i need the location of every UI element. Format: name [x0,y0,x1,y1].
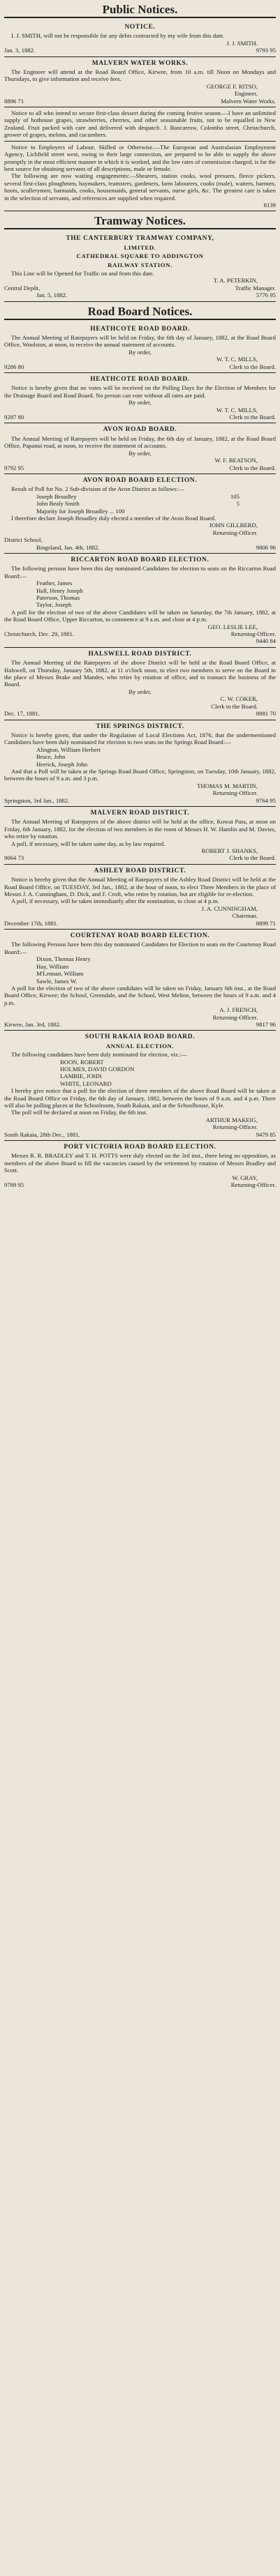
notice-code: 8896 71 [4,97,24,105]
notice-signature: T. A. PETERKIN, [213,277,258,285]
notice-footer [4,98,276,105]
candidate-name: Joseph Broadley [36,492,77,500]
notice-signature-title: Traffic Manager. [235,284,276,291]
notice-code: 9440 84 [256,637,276,645]
notice-signature: GEORGE F. RITSO, [206,82,258,90]
notice-code: 9792 95 [4,464,24,471]
notice-footer [4,464,276,471]
notice-footer [4,1021,276,1028]
notice-body: The following candidates have been duly nominated for election, viz.:— [11,1051,188,1059]
notice-code: 8899 71 [256,919,276,927]
notice-title: Clerk to the Board. [229,414,276,421]
notice-signature: W. GRAY, [232,1174,258,1181]
candidate-name: Sawle, James W. [36,977,78,985]
notice-title: Clerk to the Board. [229,363,276,370]
notice-title: Returning-Officer. [230,630,276,638]
notice-date: Bingsland, Jan. 4th, 1882. [36,543,100,551]
notice-headline: MALVERN ROAD DISTRICT. [90,809,190,817]
notice-code: 9817 96 [256,1020,276,1028]
notice-south-rakaia [4,1031,276,1141]
notice-heathcote-1 [4,323,276,373]
notice-body-2: I hereby give notice that a poll for the election of three members of the above Road Board will be taken at the Road Board Office on Friday, the 6th day of January, 1882, between the hours of 9 a.m. and 4 p.m. There will also be polling places at the Schoolroom, South Rakaia, and at the Schoolhouse, Kyle. [4,1087,276,1109]
notice-headline-4: RAILWAY STATION. [108,261,172,268]
notice-signature-title: Returning-Officer. [212,789,258,797]
notice-headline: RICCARTON ROAD BOARD ELECTION. [71,556,209,563]
notice-headline: PORT VICTORIA ROAD BOARD ELECTION. [64,1144,216,1151]
notice-date: South Rakaia, 28th Dec., 1881. [4,1130,80,1138]
notice-headline-2: LIMITED. [124,243,156,251]
notice-date: Springston, 3rd Jan., 1882. [4,796,70,804]
notice-body: Messrs R. R. BRADLEY and T. H. POTTS were duly elected on the 3rd inst., there being no opposition, as members of the above Board to fill the vacancies caused by the retirement by rotation of Messrs Bradley and Scott. [4,1152,276,1174]
notice-employment [4,142,276,212]
notice-malvern-road [4,807,276,865]
notice-avon [4,423,276,473]
notice-by-order: By order, [128,449,152,457]
candidate-name: HOLMES, DAVID GORDON [60,1065,135,1073]
candidate-votes: 5 [236,500,240,508]
notice-signature: J. A. CUNNINGHAM, [201,904,258,912]
notice-signature-title: Returning-Officer. [212,529,258,536]
notice-by-order: By order, [128,688,152,695]
notice-headline: HEATHCOTE ROAD BOARD. [90,325,190,333]
notice-code: 5776 95 [256,291,276,299]
notice-by-order: By order, [128,399,152,407]
notice-footer-1 [4,630,276,637]
notice-headline: THE SPRINGS DISTRICT. [96,722,184,730]
notice-signature-org: Malvern Water Works. [221,97,276,105]
notice-footer [4,854,276,861]
notice-avon-election [4,474,276,554]
notice-body-2: A poll, if necessary, will be taken same day, as by law required. [11,840,165,847]
notice-signature-title: Returning-Officer. [212,1123,258,1131]
notice-footer-2 [4,291,276,298]
notice-port-victoria [4,1141,276,1190]
notice-signature: W. T. C. MILLS, [216,356,258,363]
candidate-name: Taylor, Joseph [36,601,72,609]
notice-signature-title: Engineer, [234,90,258,98]
notice-headline: ASHLEY ROAD DISTRICT. [94,867,186,874]
candidate-votes: 105 [230,492,240,500]
notice-body: I. J. SMITH, will not be responsible for any debts contracted by my wife from this date. [11,32,225,40]
notice-smith [4,21,276,57]
notice-signature: ROBERT J. SHANKS, [201,847,258,854]
notice-footer [4,1131,276,1138]
notice-signature: C. W. COKER, [220,695,258,703]
candidate-name: LAMBIE, JOHN [60,1073,102,1080]
notice-footer [4,710,276,717]
notice-footer [4,544,276,551]
candidate-name: Paterson, Thomas [36,594,80,601]
notice-body: The Annual Meeting of Ratepayers will be held on Friday, the 6th day of January, 1882, at the Road Board Office, Papanui road, at noon, to receive the statement of accounts. [4,434,276,450]
notice-headline: AVON ROAD BOARD ELECTION. [82,476,198,484]
notice-place: District School, [4,536,43,544]
notice-riccarton [4,554,276,648]
notice-body: The Engineer will attend at the Road Board Office, Kirwee, from 10 a.m. till Noon on Mondays and Thursdays, to give information and receive fees. [4,68,276,83]
notice-code: 9064 73 [4,854,24,862]
notice-body-2: And that a Poll will be taken at the Springs Road Board Office, Springston, on Tuesday, 10th January, 1882, between the hours of 9 a.m. and 3 p.m. [4,767,276,782]
notice-body-2: I therefore declare Joseph Broadley duly elected a member of the Avon Road Board. [11,514,216,522]
notice-signature: GEO. LESLIE LEE, [207,623,258,630]
notice-headline: THE CANTERBURY TRAMWAY COMPANY, [66,235,214,243]
notice-signature: ARTHUR MAKEIG, [205,1116,258,1123]
section-header-road-board: Road Board Notices. [4,303,276,320]
notice-footer [4,47,276,54]
notice-body: The following persons have been this day nominated Candidates for election to seats on the Riccarton Road Board:— [4,565,276,579]
notice-courtenay [4,930,276,1031]
notice-body: Notice is hereby given that no votes will be received on the Polling Days for the Election of Members for the Drainage Board and Road Board. No person can vote without all rates are paid. [4,384,276,399]
notice-tramway [4,232,276,301]
notice-body: The Annual Meeting of Ratepayers of the above district will be held at the office, Kowai Pass, at noon on Friday, 6th January, 1882, for the election of two members in the room of Messrs H. W. Hamlin and M. Davies, who retire by rotation. [4,818,276,840]
notice-body: Notice is hereby given, that under the Regulation of Local Elections Act, 1876, that the undermentioned Candidates have been duly nominated for election to two seats on the Springs Road Board:— [4,731,276,746]
candidate-name: WHITE, LEONARD [60,1079,112,1087]
notice-code: 8881 70 [256,710,276,718]
notice-signature-title: Clerk to the Board. [211,702,258,710]
majority-line: Majority for Joseph Broadley ... 100 [36,507,125,515]
notice-footer [4,920,276,927]
notice-by-order: By order, [128,348,152,356]
notice-body-3: The poll will be declared at noon on Friday, the 6th inst. [11,1109,148,1116]
notice-halswell [4,648,276,720]
notice-fruit [4,107,276,142]
notice-date: Kirwee, Jan. 3rd, 1882. [4,1020,61,1028]
notice-body: Notice is hereby given that the Annual Meeting of Ratepayers of the Ashley Road District will be held at the Road Board Office, on TUESDAY, 3rd Jan., 1882, at the hour of noon, to elect Three Members in the place of Messrs J. A. Cunningham, D. Dick, and F. Croft, who retire by rotation, but are eligible for re-election. [4,876,276,898]
candidate-name: Dixon, Thomas Henry [36,955,91,963]
notice-headline: MALVERN WATER WORKS. [91,59,189,67]
notice-footer [4,414,276,421]
result-row [4,500,276,507]
notice-springs [4,720,276,807]
notice-footer [4,797,276,804]
notice-signature: W. F. BEATSON, [214,457,258,464]
notice-footer-1 [4,285,276,291]
notice-list: The following are now waiting engagements:—Shearers, station cooks, wool pressers, fleece pickers, several first-class ploughmen, haymakers, teamsters, gardeners, farm labourers, cooks (male), waiters, barmen, hoots, scullerymen, barmaids, cooks, housemaids, general servants, nurse girls, &c. The greatest care is taken in the selection of servants, and references are supplied when required. [4,172,276,202]
notice-headline: HALSWELL ROAD DISTRICT. [88,650,192,658]
candidate-name: John Bealy Smith [36,500,80,508]
notice-body: Result of Poll for No. 2 Sub-division of the Avon District as follows:— [11,485,184,493]
notice-title: Clerk to the Board. [229,854,276,862]
notice-headline: HEATHCOTE ROAD BOARD. [90,376,190,384]
notice-code: 9789 95 [4,1181,24,1189]
notice-signature-title: Returning-Officer. [230,1181,276,1189]
candidate-name: Alington, William Herbert [36,745,101,753]
candidate-name: Hay, William [36,962,69,970]
notice-headline-3: CATHEDRAL SQUARE TO ADDINGTON [76,252,204,260]
candidate-name: Bruce, John [36,753,66,761]
result-row [4,493,276,500]
candidate-name: Herrick, Joseph John [36,760,88,768]
notice-code: 9764 95 [256,796,276,804]
notice-headline: COURTENAY ROAD BOARD ELECTION. [70,932,210,940]
candidate-name: M'Lennan, William [36,970,84,978]
notice-ashley [4,865,276,930]
notice-signature: JOHN GILLBERD, [209,522,258,529]
notice-body: Notice to all who intend to secure first-class dessert during the coming festive season.—I have an unlimited supply of hothouse grapes, strawberries, cherries, and other seasonable fruits, not to be equalled in New Zealand. Fruit packed with care and delivered with despatch. J. Bancarrow, Colombo street, Christchurch, grower of grapes, melons, and cucumbers. [4,109,276,139]
notice-headline: NOTICE. [124,24,156,31]
notice-footer [4,202,276,209]
notice-body-2: A poll for the election of two of the above Candidates will be taken on Saturday, the 7th January, 1882, at the Road Board Office, Upper Riccarton, to commence at 9 a.m. and close at 4 p.m. [4,608,276,623]
notice-code: 9286 80 [4,363,24,370]
notice-headline: AVON ROAD BOARD. [103,426,177,434]
notice-code: 9793 95 [256,47,276,54]
notice-body: This Line will be Opened for Traffic on and from this date. [11,269,154,277]
notice-heathcote-2 [4,373,276,423]
notice-footer [4,363,276,370]
notice-code: 9287 80 [4,414,24,421]
candidate-name: Feather, James [36,579,73,587]
notice-title: Clerk to the Board. [229,464,276,471]
notice-footer-2 [4,637,276,644]
notice-signature-title: Chairman. [232,912,258,920]
section-header-public-notices: Public Notices. [4,1,276,18]
notice-headline: SOUTH RAKAIA ROAD BOARD. [84,1033,196,1041]
notice-headline-2: ANNUAL ELECTION. [105,1042,175,1050]
notice-body: The following Persons have been this day nominated Candidates for Election to seats on the Courtenay Road Board:— [4,941,276,955]
section-header-tramway: Tramway Notices. [4,213,276,229]
notice-code: 9806 96 [256,543,276,551]
notice-signature: J. J. SMITH. [226,39,258,47]
notice-body: The Annual Meeting of the Ratepayers of the above District will be held at the Road Board Office, at Halswell, on Thursday, January 5th, 1882, at 11 o'clock noon, to elect two members to serve on the Board in the place of Messrs Brake and Mandes, who retire by rotation of office, and to transact the business of the Board. [4,659,276,688]
notice-body: The Annual Meeting of Ratepayers will be held on Friday, the 6th day of January, 1882, at the Road Board Office, Woolston, at noon, to receive the annual statement of accounts. [4,334,276,349]
notice-date: Jan. 3, 1882. [4,47,36,54]
notice-signature: A. J. FRENCH, [219,1006,258,1014]
notice-date: December 17th, 1881. [4,919,59,927]
notice-date: Dec. 17, 1881. [4,710,40,718]
candidate-name: Hall, Henry Joseph [36,586,83,594]
notice-code: 8139 [263,201,276,209]
candidate-name: BOON, ROBERT [60,1058,104,1066]
notice-signature: W. T. C. MILLS, [216,406,258,414]
notice-date: Jan. 5, 1882. [36,291,68,299]
notice-footer [4,1181,276,1188]
notice-signature: THOMAS M. MARTIN, [197,782,258,789]
notice-malvern-water [4,57,276,107]
notice-place: Central Depôt, [4,284,40,291]
notice-date: Christchurch, Dec. 29, 1881. [4,630,75,638]
notice-body-2: A poll for the election of two of the above candidates will be taken on Friday, January 6th inst., at the Road Board Office, Kirwee; the School, Greendale, and the School, West Melton, between the hours of 9 a.m. and 4 p.m. [4,984,276,1006]
notice-body: Notice to Employers of Labour, Skilled or Otherwise.—The European and Australasian Employment Agency, Lichfield street west, owing to their large connection, are prepared to be able to supply the above promptly in the most efficient manner in which it is worked, and the low rates of commission charged, is far the best source for obtaining servants of all descriptions, male or female. [4,143,276,172]
notice-body-2: A poll, if necessary, will be taken immediately after the nomination, to close at 4 p.m. [11,897,219,905]
notice-signature-title: Returning-Officer. [212,1013,258,1021]
notice-code: 9479 85 [256,1130,276,1138]
